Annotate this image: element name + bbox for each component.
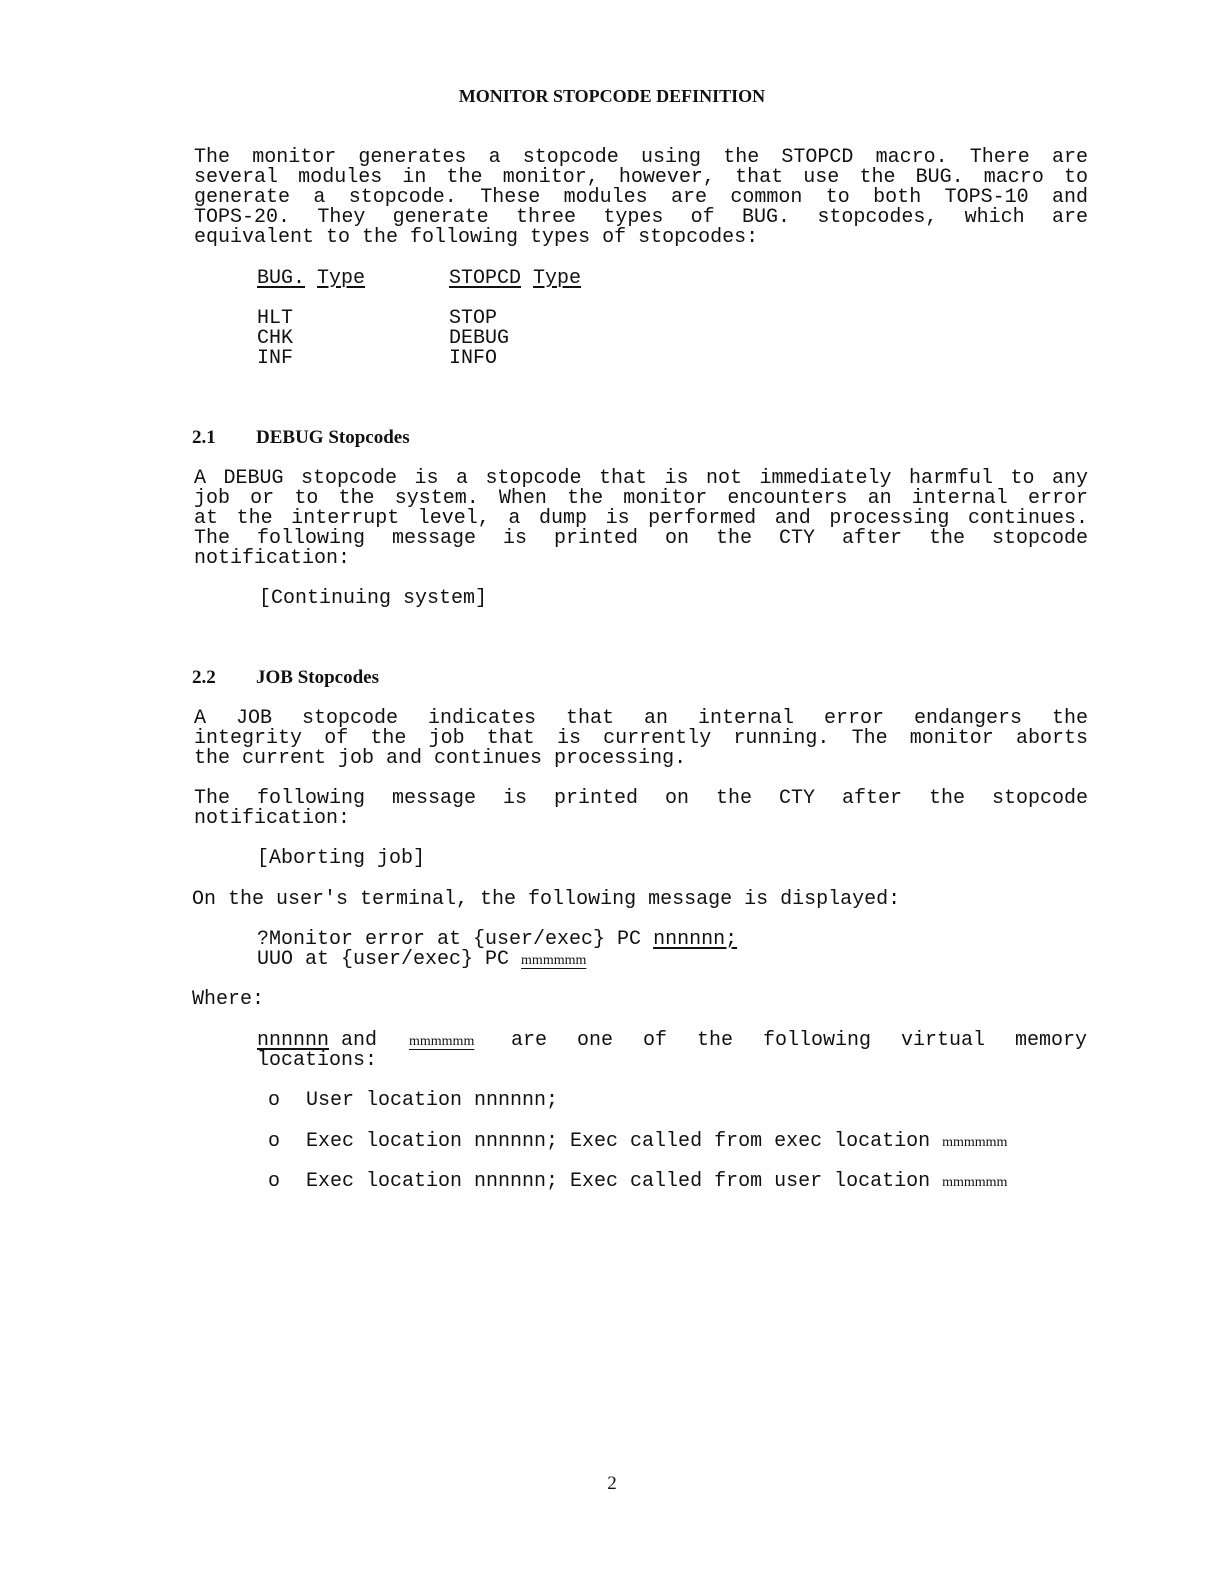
intro-line: generate a stopcode. These modules are common to both TOPS-10 and [194, 186, 1088, 209]
bug-type-word: Type [317, 267, 366, 290]
terminal-intro: On the user's terminal, the following message is displayed: [192, 888, 901, 911]
list-item [306, 1091, 558, 1111]
job-paragraph [194, 709, 1088, 769]
page-title: MONITOR STOPCODE DEFINITION [458, 86, 766, 106]
continuing-message: [Continuing system] [259, 587, 488, 610]
page-number: 2 [607, 1473, 617, 1494]
where-m [409, 1031, 474, 1052]
where-and: and [341, 1029, 378, 1052]
list-item-tail: mmmmmm [942, 1135, 1008, 1150]
where-m-value: mmmmmm [409, 1034, 475, 1049]
job-line: integrity of the job that is currently running. The monitor aborts [194, 727, 1088, 750]
intro-line: TOPS-20. They generate three types of BUG. stopcodes, which are [194, 206, 1088, 229]
bullet-marker: o [268, 1130, 281, 1153]
list-item-tail: mmmmmm [942, 1175, 1008, 1190]
bullet-marker: o [268, 1089, 281, 1112]
stopcd-type-word: Type [533, 267, 582, 290]
section-number: 2.2 [192, 667, 216, 688]
bug-word: BUG. [257, 267, 306, 290]
where-n-value: nnnnnn [257, 1029, 330, 1052]
terminal-line-1-prefix: ?Monitor error at {user/exec} PC [257, 928, 654, 951]
table-cell-bug: CHK [257, 327, 294, 350]
debug-paragraph [194, 469, 1088, 569]
section-title: DEBUG Stopcodes [256, 427, 410, 448]
job-line: the current job and continues processing. [194, 747, 687, 770]
list-item-text: Exec location nnnnnn; Exec called from exec location [306, 1130, 943, 1153]
section-heading-2-2 [192, 668, 379, 688]
terminal-line-2-value: mmmmmm [521, 953, 587, 968]
where-rest: are one of the following virtual memory [511, 1029, 1087, 1052]
section-heading-2-1 [192, 428, 410, 448]
job-line: A JOB stopcode indicates that an internal error endangers the [194, 707, 1088, 730]
job-message-paragraph [194, 789, 1088, 829]
where-label: Where: [192, 988, 265, 1011]
intro-paragraph [194, 148, 1088, 248]
terminal-line-2-prefix: UUO at {user/exec} PC [257, 948, 522, 971]
list-item [306, 1172, 1007, 1193]
table-header-stopcd [449, 269, 581, 289]
intro-line: equivalent to the following types of stopcodes: [194, 226, 759, 249]
table-cell-stopcd: STOP [449, 307, 498, 330]
list-item [306, 1132, 1007, 1153]
section-title: JOB Stopcodes [256, 667, 379, 688]
where-n [257, 1031, 377, 1051]
terminal-line-1 [257, 930, 737, 950]
intro-line: several modules in the monitor, however, that use the BUG. macro to [194, 166, 1088, 189]
job-line: notification: [194, 807, 351, 830]
where-line-2: locations: [257, 1049, 378, 1072]
terminal-line-2 [257, 950, 586, 971]
section-number: 2.1 [192, 427, 216, 448]
table-cell-stopcd: INFO [449, 347, 498, 370]
debug-line: notification: [194, 547, 351, 570]
stopcd-word: STOPCD [449, 267, 522, 290]
debug-line: A DEBUG stopcode is a stopcode that is not immediately harmful to any [194, 467, 1088, 490]
table-header-bug [257, 269, 365, 289]
job-line: The following message is printed on the CTY after the stopcode [194, 787, 1088, 810]
table-cell-bug: INF [257, 347, 294, 370]
bullet-marker: o [268, 1170, 281, 1193]
debug-line: The following message is printed on the CTY after the stopcode [194, 527, 1088, 550]
terminal-line-1-value: nnnnnn; [653, 928, 738, 951]
debug-line: at the interrupt level, a dump is performed and processing continues. [194, 507, 1088, 530]
table-cell-stopcd: DEBUG [449, 327, 510, 350]
aborting-message: [Aborting job] [257, 847, 426, 870]
debug-line: job or to the system. When the monitor encounters an internal error [194, 487, 1088, 510]
list-item-text: User location nnnnnn; [306, 1089, 559, 1112]
table-cell-bug: HLT [257, 307, 294, 330]
list-item-text: Exec location nnnnnn; Exec called from user location [306, 1170, 943, 1193]
intro-line: The monitor generates a stopcode using the STOPCD macro. There are [194, 146, 1088, 169]
